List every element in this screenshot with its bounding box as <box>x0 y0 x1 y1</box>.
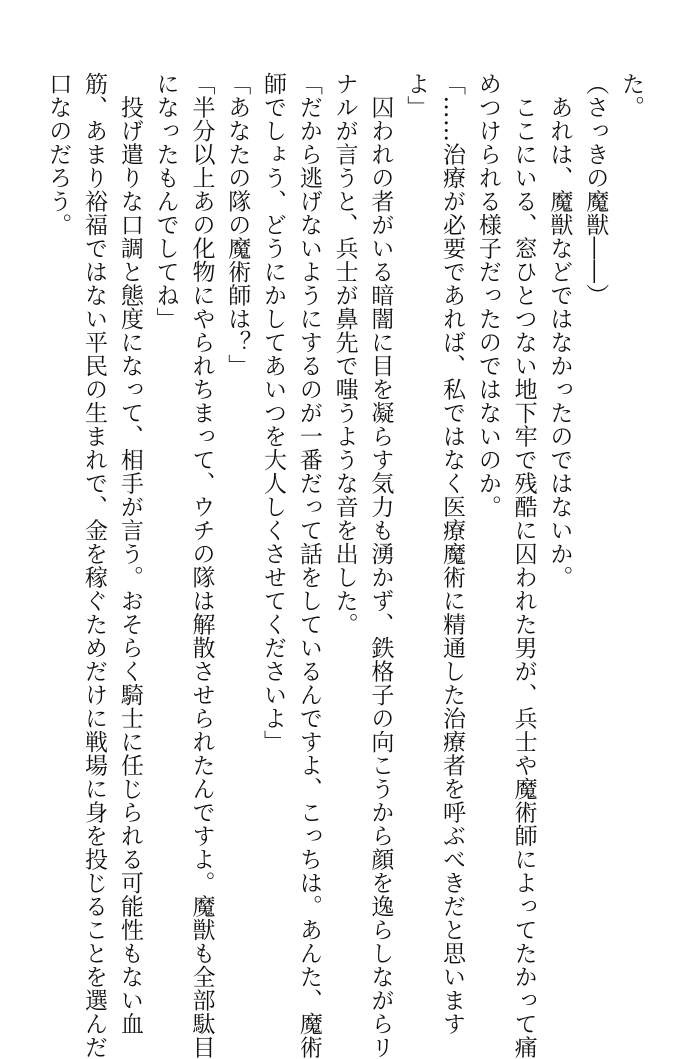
text-line-7: よ」 <box>403 72 430 119</box>
text-line-15: 投げ遣りな口調と態度になって、相手が言う。おそらく騎士に任じられる可能性もない血 <box>116 72 143 1036</box>
text-line-4: ここにいる、窓ひとつない地下牢で残酷に囚われた男が、兵士や魔術師によってたかって痛 <box>510 72 537 1059</box>
text-line-2: （さっきの魔獣――） <box>582 72 609 307</box>
text-line-5: めつけられる様子だったのではないのか。 <box>474 72 501 519</box>
text-line-11: 師でしょう、どうにかしてあいつを大人しくさせてくださいよ」 <box>260 72 287 754</box>
text-line-14: になったもんでしてね」 <box>152 72 179 331</box>
text-line-10: 「だから逃げないようにするのが一番だって話をしているんですよ、こっちは。あんた、魔術 <box>295 72 322 1059</box>
text-line-6: 「……治療が必要であれば、私ではなく医療魔術に精通した治療者を呼ぶべきだと思います <box>439 72 466 1036</box>
text-line-3: あれは、魔獣などではなかったのではないか。 <box>546 72 573 589</box>
vertical-text-block <box>39 72 648 1059</box>
text-line-8: 囚われの者がいる暗闇に目を凝らす気力も湧かず、鉄格子の向こうから顔を逸らしながらリ <box>367 72 394 1059</box>
text-line-16: 筋、あまり裕福ではない平民の生まれで、金を稼ぐためだけに戦場に身を投じることを選んだ <box>81 72 108 1059</box>
text-line-9: ナルが言うと、兵士が鼻先で嗤うような音を出した。 <box>331 72 358 636</box>
text-line-17: 口なのだろう。 <box>45 72 72 237</box>
text-line-13: 「半分以上あの化物にやられちまって、ウチの隊は解散させられたんですよ。魔獣も全部駄目 <box>188 72 215 1059</box>
text-line-12: 「あなたの隊の魔術師は？」 <box>224 72 251 378</box>
text-line-1: た。 <box>618 72 644 119</box>
